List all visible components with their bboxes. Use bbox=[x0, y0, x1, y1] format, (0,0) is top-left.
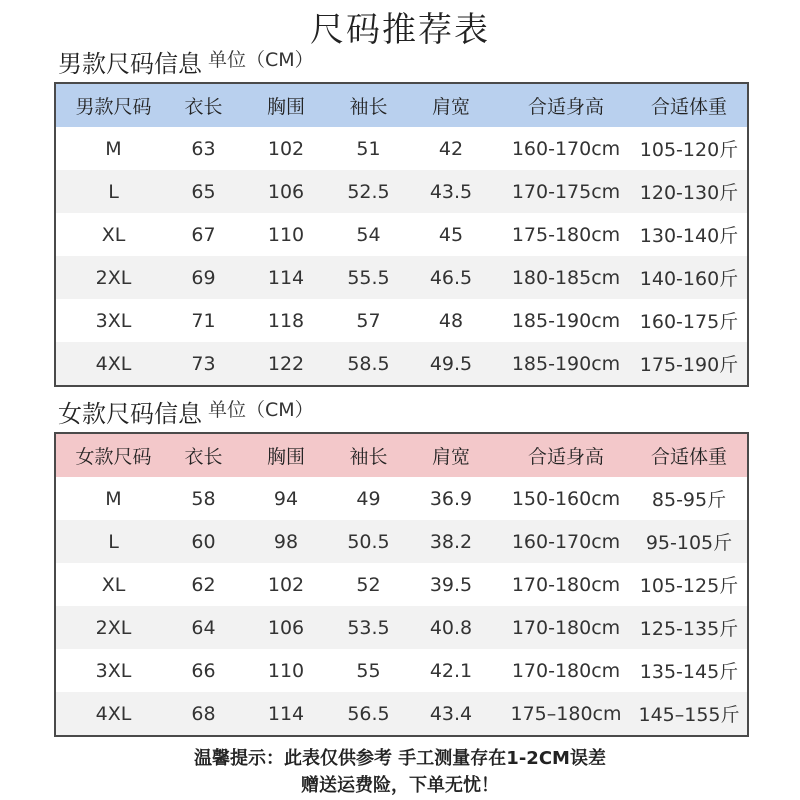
table-cell: 73 bbox=[191, 352, 216, 375]
table-cell: L bbox=[108, 180, 119, 203]
table-cell: 43.5 bbox=[429, 180, 473, 203]
table-cell: 170-180cm bbox=[511, 659, 621, 682]
table-cell: 39.5 bbox=[429, 573, 473, 596]
header-cell: 袖长 bbox=[349, 96, 388, 118]
women-section-heading bbox=[58, 394, 314, 429]
table-cell: 120-130斤 bbox=[639, 182, 739, 204]
table-cell: 58 bbox=[191, 487, 216, 510]
table-cell: 51 bbox=[356, 137, 381, 160]
header-cell: 衣长 bbox=[184, 446, 223, 468]
table-cell: 185-190cm bbox=[511, 352, 621, 375]
table-cell: 50.5 bbox=[347, 530, 390, 553]
table-cell: 170-180cm bbox=[511, 616, 621, 639]
table-cell: 64 bbox=[191, 616, 216, 639]
table-cell: 85-95斤 bbox=[651, 489, 727, 511]
table-cell: 46.5 bbox=[429, 266, 473, 289]
table-cell: 106 bbox=[267, 616, 305, 639]
table-cell: 125-135斤 bbox=[639, 618, 739, 640]
table-cell: 114 bbox=[267, 702, 305, 725]
table-row bbox=[56, 563, 747, 606]
table-row bbox=[56, 299, 747, 342]
table-cell: 2XL bbox=[95, 616, 132, 639]
header-cell: 胸围 bbox=[266, 96, 305, 118]
table-cell: 3XL bbox=[95, 659, 132, 682]
table-cell: 140-160斤 bbox=[639, 268, 739, 290]
table-cell: 94 bbox=[273, 487, 299, 510]
table-cell: 45 bbox=[438, 223, 464, 246]
table-cell: 49.5 bbox=[429, 352, 473, 375]
table-cell: 150-160cm bbox=[511, 487, 621, 510]
table-cell: 135-145斤 bbox=[639, 661, 739, 683]
table-row bbox=[56, 256, 747, 299]
header-cell: 合适身高 bbox=[527, 446, 604, 468]
table-cell: 98 bbox=[273, 530, 299, 553]
table-cell: 42 bbox=[438, 137, 464, 160]
table-row bbox=[56, 606, 747, 649]
table-cell: 185-190cm bbox=[511, 309, 621, 332]
header-cell: 合适体重 bbox=[650, 446, 727, 468]
table-cell: 71 bbox=[191, 309, 216, 332]
table-cell: 180-185cm bbox=[511, 266, 621, 289]
table-cell: 42.1 bbox=[429, 659, 473, 682]
men-section-unit: 单位（CM） bbox=[208, 49, 314, 71]
table-cell: 160-170cm bbox=[511, 530, 621, 553]
women-size-table bbox=[54, 432, 749, 737]
men-table-header bbox=[56, 84, 747, 127]
women-section-unit: 单位（CM） bbox=[208, 399, 314, 421]
women-section-title: 女款尺码信息 bbox=[58, 400, 202, 428]
table-row bbox=[56, 520, 747, 563]
table-cell: 67 bbox=[191, 223, 216, 246]
header-cell: 男款尺码 bbox=[75, 96, 152, 118]
table-cell: 175–180cm bbox=[510, 702, 622, 725]
table-cell: 38.2 bbox=[429, 530, 473, 553]
header-cell: 袖长 bbox=[349, 446, 388, 468]
table-cell: 49 bbox=[356, 487, 381, 510]
table-row bbox=[56, 692, 747, 735]
table-cell: 55 bbox=[356, 659, 381, 682]
women-table-header bbox=[56, 434, 747, 477]
table-cell: 43.4 bbox=[429, 702, 473, 725]
table-cell: 4XL bbox=[95, 352, 132, 375]
table-cell: 4XL bbox=[95, 702, 132, 725]
table-cell: 114 bbox=[267, 266, 305, 289]
table-cell: 95-105斤 bbox=[645, 532, 733, 554]
table-cell: 110 bbox=[267, 223, 305, 246]
table-row bbox=[56, 477, 747, 520]
table-cell: 175-190斤 bbox=[639, 354, 739, 376]
table-row bbox=[56, 213, 747, 256]
header-cell: 女款尺码 bbox=[75, 446, 152, 468]
table-cell: 105-120斤 bbox=[639, 139, 739, 161]
table-cell: 105-125斤 bbox=[639, 575, 739, 597]
table-cell: 3XL bbox=[95, 309, 132, 332]
table-cell: 36.9 bbox=[429, 487, 473, 510]
table-cell: 106 bbox=[267, 180, 305, 203]
table-cell: 52.5 bbox=[347, 180, 390, 203]
table-cell: 2XL bbox=[95, 266, 132, 289]
men-section-heading bbox=[58, 44, 314, 79]
table-cell: 110 bbox=[267, 659, 305, 682]
table-cell: M bbox=[105, 137, 122, 160]
table-cell: 145–155斤 bbox=[638, 704, 740, 726]
table-cell: 54 bbox=[356, 223, 381, 246]
table-cell: 55.5 bbox=[347, 266, 390, 289]
table-row bbox=[56, 342, 747, 385]
table-cell: 60 bbox=[191, 530, 216, 553]
table-cell: 65 bbox=[191, 180, 216, 203]
table-cell: 40.8 bbox=[429, 616, 473, 639]
header-cell: 肩宽 bbox=[431, 446, 470, 468]
table-cell: 69 bbox=[191, 266, 216, 289]
table-cell: 66 bbox=[191, 659, 216, 682]
table-row bbox=[56, 170, 747, 213]
header-cell: 衣长 bbox=[184, 96, 223, 118]
table-cell: 160-170cm bbox=[511, 137, 621, 160]
table-cell: 48 bbox=[438, 309, 464, 332]
men-section-title: 男款尺码信息 bbox=[58, 50, 202, 78]
table-cell: 175-180cm bbox=[511, 223, 621, 246]
table-cell: 102 bbox=[267, 573, 305, 596]
table-cell: M bbox=[105, 487, 122, 510]
page-title: 尺码推荐表 bbox=[310, 10, 490, 50]
table-cell: 62 bbox=[191, 573, 216, 596]
table-cell: 170-175cm bbox=[511, 180, 621, 203]
table-cell: 160-175斤 bbox=[639, 311, 739, 333]
table-cell: 57 bbox=[356, 309, 381, 332]
header-cell: 肩宽 bbox=[431, 96, 470, 118]
table-cell: XL bbox=[101, 573, 126, 596]
table-row bbox=[56, 649, 747, 692]
table-cell: 122 bbox=[267, 352, 305, 375]
table-row bbox=[56, 127, 747, 170]
table-cell: 52 bbox=[356, 573, 381, 596]
table-cell: 102 bbox=[267, 137, 305, 160]
header-cell: 胸围 bbox=[266, 446, 305, 468]
table-cell: 118 bbox=[267, 309, 305, 332]
table-cell: 68 bbox=[191, 702, 216, 725]
table-cell: 170-180cm bbox=[511, 573, 621, 596]
table-cell: 56.5 bbox=[347, 702, 390, 725]
men-size-table bbox=[54, 82, 749, 387]
shipping-insurance-note: 赠送运费险，下单无忧！ bbox=[301, 775, 499, 796]
header-cell: 合适身高 bbox=[527, 96, 604, 118]
table-cell: 63 bbox=[191, 137, 216, 160]
table-cell: XL bbox=[101, 223, 126, 246]
table-cell: L bbox=[108, 530, 119, 553]
header-cell: 合适体重 bbox=[650, 96, 727, 118]
table-cell: 58.5 bbox=[347, 352, 390, 375]
table-cell: 53.5 bbox=[347, 616, 390, 639]
table-cell: 130-140斤 bbox=[639, 225, 739, 247]
measurement-tip: 温馨提示：此表仅供参考 手工测量存在1-2CM误差 bbox=[194, 748, 606, 769]
